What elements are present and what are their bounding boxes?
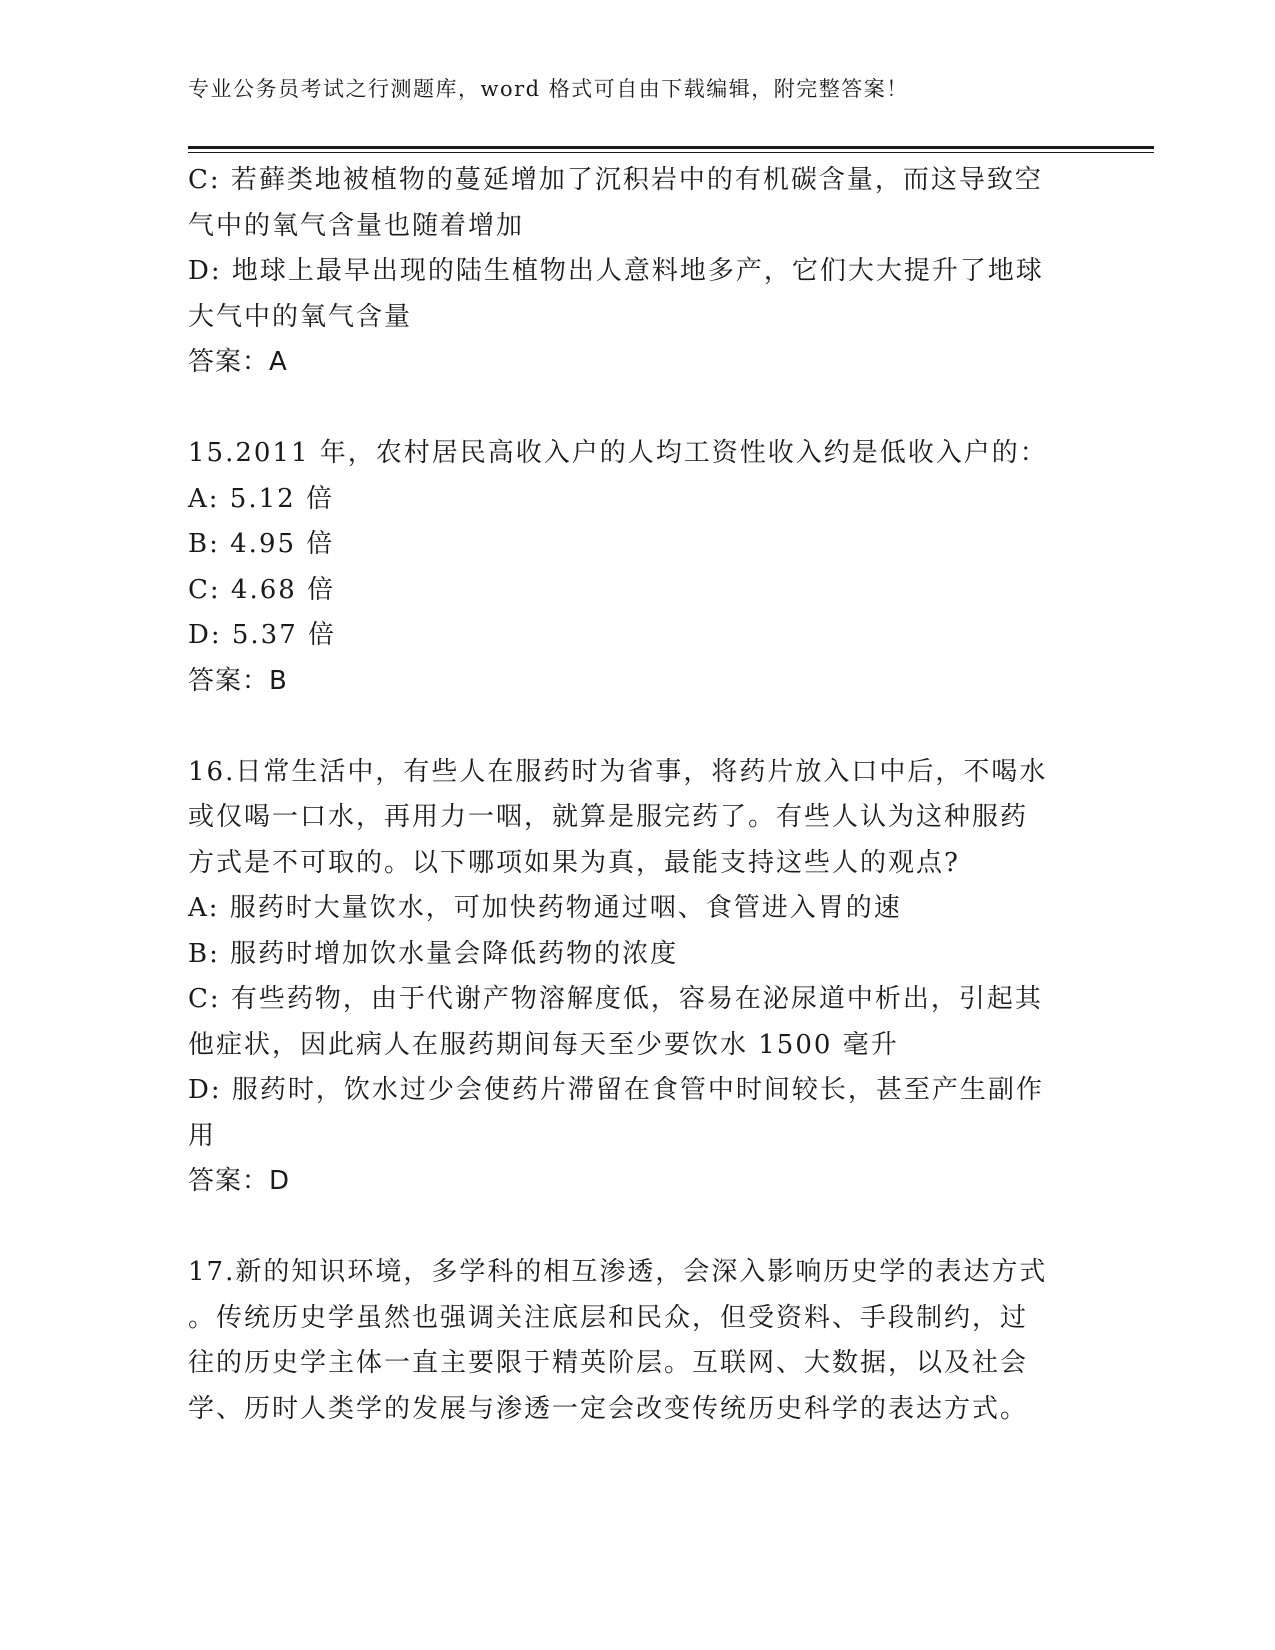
spacer (188, 1205, 1078, 1251)
page-header: 专业公务员考试之行测题库，word 格式可自由下载编辑，附完整答案！ (188, 77, 909, 101)
question-14-tail (188, 158, 1078, 386)
question-stem-line-3: 方式是不可取的。以下哪项如果为真，最能支持这些人的观点? (188, 847, 960, 878)
question-stem-line-2: 或仅喝一口水，再用力一咽，就算是服完药了。有些人认为这种服药 (188, 802, 1029, 832)
question-stem-line-1: 16.日常生活中，有些人在服药时为省事，将药片放入口中后，不喝水 (188, 756, 1048, 787)
option-d-line-1: D: 服药时，饮水过少会使药片滞留在食管中时间较长，甚至产生副作 (188, 1075, 1044, 1105)
question-16 (188, 750, 1078, 1205)
question-stem-line-3: 往的历史学主体一直主要限于精英阶层。互联网、大数据，以及社会 (188, 1348, 1029, 1378)
answer-line: 答案：B (188, 665, 288, 696)
question-stem-line-1: 17.新的知识环境，多学科的相互渗透，会深入影响历史学的表达方式 (188, 1257, 1048, 1287)
option-d: D: 5.37 倍 (188, 620, 337, 650)
option-d-line-1: D: 地球上最早出现的陆生植物出人意料地多产，它们大大提升了地球 (188, 256, 1044, 286)
option-b: B: 服药时增加饮水量会降低药物的浓度 (188, 938, 679, 969)
option-c-line-1: C: 有些药物，由于代谢产物溶解度低，容易在泌尿道中析出，引起其 (188, 984, 1043, 1014)
header-rule-thin (188, 152, 1154, 153)
option-c-line-2: 气中的氧气含量也随着增加 (188, 210, 525, 241)
document-body (188, 158, 1078, 1432)
spacer (188, 704, 1078, 750)
option-a: A: 服药时大量饮水，可加快药物通过咽、食管进入胃的速 (188, 893, 902, 923)
option-b: B: 4.95 倍 (188, 529, 335, 559)
answer-line: 答案：D (188, 1166, 291, 1196)
question-15 (188, 431, 1078, 704)
question-stem-line-2: 。传统历史学虽然也强调关注底层和民众，但受资料、手段制约，过 (188, 1302, 1029, 1333)
question-stem-line-4: 学、历时人类学的发展与渗透一定会改变传统历史科学的表达方式。 (188, 1393, 1029, 1424)
option-c-line-2: 他症状，因此病人在服药期间每天至少要饮水 1500 毫升 (188, 1029, 899, 1060)
question-17 (188, 1250, 1078, 1432)
answer-line: 答案：A (188, 347, 288, 377)
option-d-line-2: 用 (188, 1120, 217, 1151)
option-c: C: 4.68 倍 (188, 574, 336, 605)
option-a: A: 5.12 倍 (188, 483, 334, 514)
option-d-line-2: 大气中的氧气含量 (188, 301, 413, 332)
header-rule-thick (188, 146, 1154, 149)
spacer (188, 386, 1078, 432)
question-stem: 15.2011 年，农村居民高收入户的人均工资性收入约是低收入户的： (188, 438, 1048, 468)
option-c-line-1: C: 若藓类地被植物的蔓延增加了沉积岩中的有机碳含量，而这导致空 (188, 165, 1043, 195)
